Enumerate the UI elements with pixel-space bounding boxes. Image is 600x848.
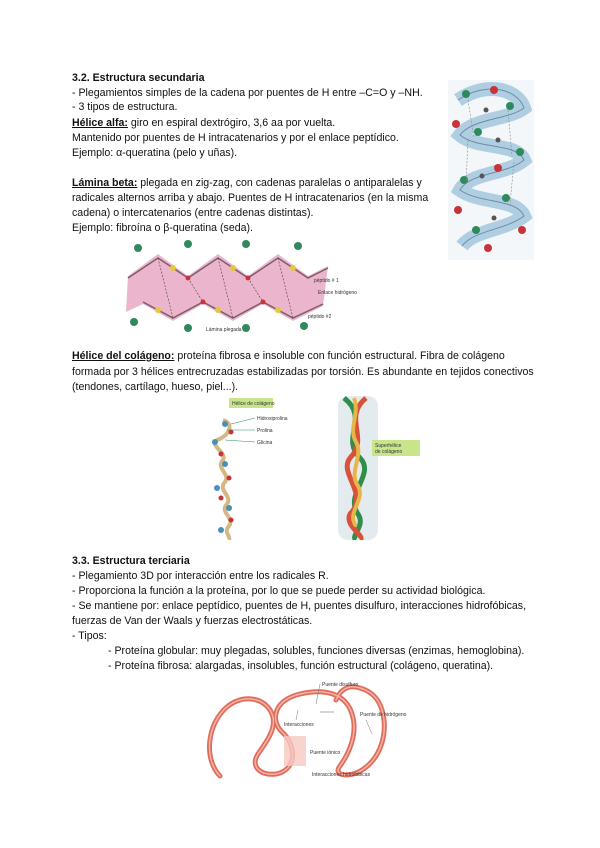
text-line: - Proporciona la función a la proteína, por lo que se puede perder su actividad biológica. <box>72 585 486 597</box>
alpha-helix-figure <box>448 80 534 260</box>
figure-label: Interacciones <box>284 722 314 728</box>
text-line: - Proteína fibrosa: alargadas, insolubles, función estructural (colágeno, queratina). <box>108 660 494 672</box>
figure-label: péptido #2 <box>308 314 332 320</box>
figure-label: Enlace hidrógeno <box>318 290 357 296</box>
text-line: Mantenido por puentes de H intracatenarios y por el enlace peptídico. <box>72 132 399 144</box>
section-title-secondary: 3.2. Estructura secundaria <box>72 72 205 84</box>
tertiary-structure-figure <box>200 680 408 780</box>
figure-label: Interacciones hidrofóbicas <box>312 772 371 778</box>
collagen-helix-figure <box>205 394 295 540</box>
figure-label: Puente disulfuro <box>322 682 359 688</box>
figure-label: Hidroxiprolina <box>257 416 288 422</box>
alpha-helix-term: Hélice alfa: <box>72 117 128 129</box>
text-line: - Plegamiento 3D por interacción entre los radicales R. <box>72 570 329 582</box>
collagen-definition: Hélice del colágeno: proteína fibrosa e insoluble con función estructural. Fibra de colágeno <box>72 350 505 362</box>
beta-sheet-definition: Lámina beta: plegada en zig-zag, con cadenas paralelas o antiparalelas y <box>72 177 422 189</box>
figure-label: Glicina <box>257 440 273 446</box>
figure-label: Superhélice <box>375 443 402 449</box>
figure-label: de colágeno <box>375 449 403 455</box>
text-line: - Tipos: <box>72 630 107 642</box>
section-title-tertiary: 3.3. Estructura terciaria <box>72 555 190 567</box>
text-line: - Proteína globular: muy plegadas, solubles, funciones diversas (enzimas, hemoglobina). <box>108 645 525 657</box>
beta-sheet-term: Lámina beta: <box>72 177 138 189</box>
text-line: - 3 tipos de estructura. <box>72 101 178 113</box>
figure-label: Prolina <box>257 428 273 434</box>
collagen-term: Hélice del colágeno: <box>72 350 175 362</box>
figure-label: Puente de hidrógeno <box>360 712 407 718</box>
text-line: - Plegamientos simples de la cadena por puentes de H entre –C=O y –NH. <box>72 87 423 99</box>
text-line: Ejemplo: α-queratina (pelo y uñas). <box>72 147 238 159</box>
text-line: Ejemplo: fibroína o β-queratina (seda). <box>72 222 253 234</box>
text-line: (tendones, cartílago, hueso, piel...). <box>72 381 239 393</box>
text-line: radicales alternos arriba y abajo. Puentes de H intracatenarios (en la misma <box>72 192 429 204</box>
figure-label: Lámina plegada <box>206 327 242 332</box>
collagen-superhelix-figure <box>330 394 434 540</box>
text-line: - Se mantiene por: enlace peptídico, puentes de H, puentes disulfuro, interacciones hidrofóbicas, <box>72 600 527 612</box>
text-line: fuerzas de Van der Waals y fuerzas electrostáticas. <box>72 615 313 627</box>
beta-sheet-figure <box>118 236 358 332</box>
figure-title: Hélice de colágeno <box>232 401 275 407</box>
figure-label: péptido # 1 <box>314 278 339 284</box>
text-line: cadena) o intercatenarios (entre cadenas distintas). <box>72 207 314 219</box>
text-line: formada por 3 hélices entrecruzadas estabilizadas por torsión. Es abundante en tejidos conectivos <box>72 366 534 378</box>
figure-label: Puente iónico <box>310 750 341 756</box>
alpha-helix-definition: Hélice alfa: giro en espiral dextrógiro, 3,6 aa por vuelta. <box>72 117 336 129</box>
